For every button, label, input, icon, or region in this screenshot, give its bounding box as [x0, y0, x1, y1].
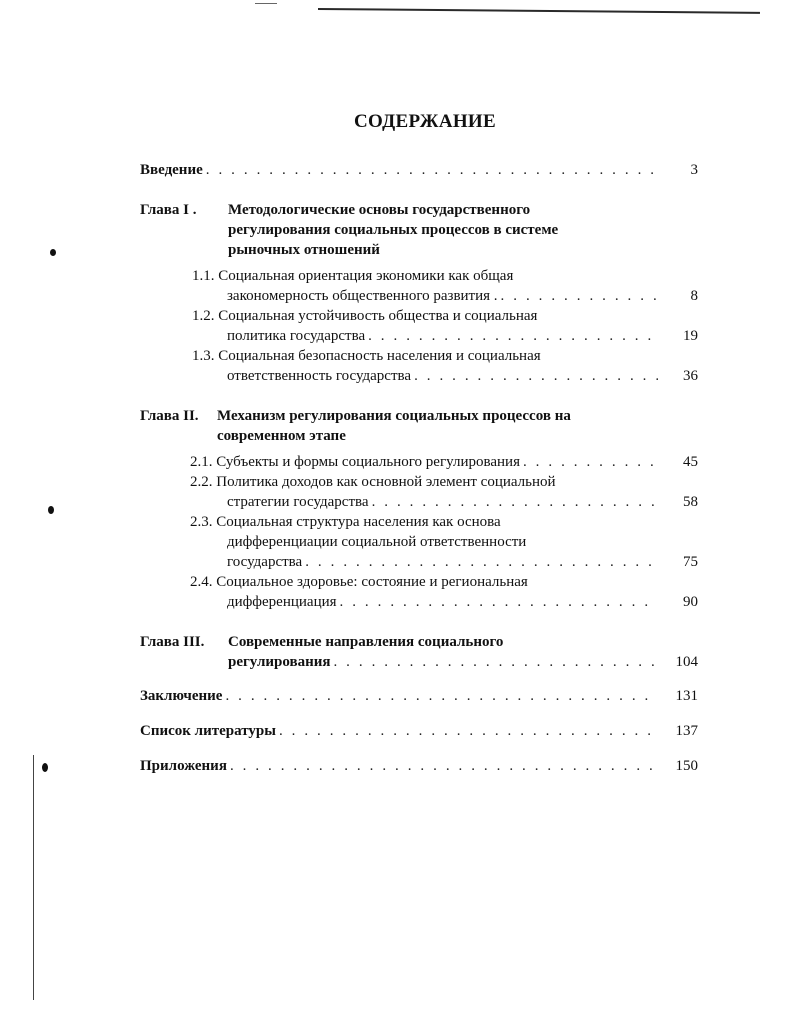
chapter-label: Глава I . — [140, 202, 197, 218]
toc-page-number: 104 — [675, 654, 698, 670]
chapter-title-line: рыночных отношений — [228, 242, 380, 258]
section-title-line: 1.1. Социальная ориентация экономики как общая — [192, 268, 514, 284]
table-of-contents — [140, 160, 700, 776]
scan-speck — [48, 506, 54, 514]
section-title-line: политика государства — [227, 328, 366, 344]
section-title-line: 2.1. Субъекты и формы социального регулирования — [190, 454, 520, 470]
chapter-label: Глава II. — [140, 408, 199, 424]
scan-artifact-line — [318, 8, 760, 14]
chapter-3-last-line — [140, 652, 698, 672]
leader-dots — [206, 160, 658, 180]
section-title-line: закономерность общественного развития . — [227, 288, 498, 304]
toc-page-number: 150 — [675, 758, 698, 774]
chapter-title-line: Современные направления социального — [228, 634, 504, 650]
section-title-line: 1.3. Социальная безопасность населения и социальная — [192, 348, 541, 364]
chapter-label: Глава III. — [140, 634, 205, 650]
leader-dots — [414, 366, 658, 386]
leader-dots — [333, 652, 658, 672]
section-2-3 — [140, 512, 700, 572]
section-title-line: дифференциация — [227, 594, 337, 610]
section-2-2 — [140, 472, 700, 512]
section-title-line: 2.2. Политика доходов как основной элемент социальной — [190, 474, 556, 490]
chapter-title-line: Методологические основы государственного — [228, 202, 531, 218]
leader-dots — [523, 452, 658, 472]
section-title-line: государства — [227, 554, 303, 570]
toc-entry-intro — [140, 160, 698, 180]
section-1-1 — [140, 266, 700, 306]
toc-page-number: 3 — [690, 162, 698, 178]
section-title-line: ответственность государства — [227, 368, 412, 384]
leader-dots — [305, 552, 658, 572]
toc-page-number: 58 — [683, 494, 698, 510]
toc-entry-appendices — [140, 756, 698, 776]
leader-dots — [501, 286, 658, 306]
toc-page-number: 137 — [675, 723, 698, 739]
chapter-title-line: регулирования — [228, 654, 331, 670]
scan-speck — [42, 763, 48, 772]
chapter-1-heading — [140, 200, 620, 260]
leader-dots — [225, 686, 658, 706]
chapter-3-heading — [140, 632, 700, 652]
toc-page-number: 19 — [683, 328, 698, 344]
toc-page-number: 90 — [683, 594, 698, 610]
toc-entry-bibliography — [140, 721, 698, 741]
leader-dots — [372, 492, 658, 512]
toc-page-number: 36 — [683, 368, 698, 384]
section-title-line: дифференциации социальной ответственности — [227, 534, 527, 550]
leader-dots — [368, 326, 658, 346]
toc-page-number: 75 — [683, 554, 698, 570]
section-1-2 — [140, 306, 700, 346]
page-title: СОДЕРЖАНИЕ — [354, 111, 496, 132]
scan-speck — [50, 249, 56, 256]
toc-page-number: 131 — [675, 688, 698, 704]
toc-entry-label: Приложения — [140, 758, 227, 774]
scan-artifact-line — [255, 3, 277, 4]
scan-margin-line — [33, 755, 34, 1000]
chapter-2-heading — [140, 406, 620, 446]
toc-page-number: 45 — [683, 454, 698, 470]
section-title-line: стратегии государства — [227, 494, 369, 510]
section-2-1 — [140, 452, 700, 472]
toc-entry-label: Введение — [140, 162, 203, 178]
section-title-line: 1.2. Социальная устойчивость общества и социальная — [192, 308, 538, 324]
chapter-title-line: современном этапе — [217, 428, 346, 444]
toc-page-number: 8 — [690, 288, 698, 304]
leader-dots — [279, 721, 658, 741]
chapter-title — [217, 406, 571, 446]
toc-entry-conclusion — [140, 686, 698, 706]
toc-entry-label: Список литературы — [140, 723, 276, 739]
leader-dots — [340, 592, 658, 612]
leader-dots — [230, 756, 658, 776]
toc-entry-label: Заключение — [140, 688, 223, 704]
chapter-title-line: регулирования социальных процессов в системе — [228, 222, 559, 238]
section-2-4 — [140, 572, 700, 612]
section-title-line: 2.4. Социальное здоровье: состояние и региональная — [190, 574, 528, 590]
chapter-title-line: Механизм регулирования социальных процессов на — [217, 408, 571, 424]
chapter-title — [228, 200, 558, 260]
section-1-3 — [140, 346, 700, 386]
section-title-line: 2.3. Социальная структура населения как основа — [190, 514, 501, 530]
chapter-title — [228, 632, 700, 652]
